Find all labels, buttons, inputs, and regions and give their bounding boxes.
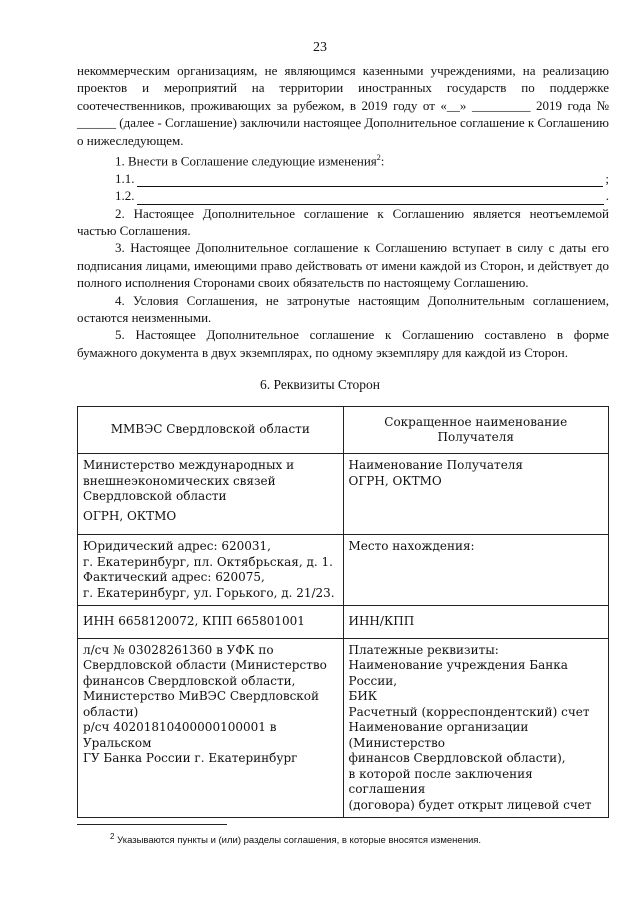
- document-body: [77, 62, 609, 361]
- header-left: ММВЭС Свердловской области: [78, 407, 344, 454]
- blank-line: [137, 191, 604, 205]
- row1-right: Наименование Получателя ОГРН, ОКТМО: [343, 454, 609, 535]
- table-row: [78, 454, 609, 535]
- row1-left: Министерство международных и внешнеэкономических связей Свердловской области ОГРН, ОКТМО: [78, 454, 344, 535]
- row2-right: Место нахождения:: [343, 535, 609, 606]
- section-title: 6. Реквизиты Сторон: [260, 377, 380, 392]
- page-number: 23: [313, 40, 327, 55]
- sub-item-1-1: 1.1. ;: [115, 170, 609, 186]
- header-right: Сокращенное наименование Получателя: [343, 407, 609, 454]
- row2-left: Юридический адрес: 620031, г. Екатеринбург, пл. Октябрьская, д. 1. Фактический адрес: 620075, г. Екатеринбург, ул. Горького, д. 21/23.: [78, 535, 344, 606]
- footnote: $^2$ Указываются пункты и (или) разделы соглашения, в которые вносятся изменения.: [110, 832, 482, 847]
- item-4: 4. Условия Соглашения, не затронутые настоящим Дополнительным соглашением, остаются неизменными.: [77, 292, 609, 326]
- table-header-row: [78, 407, 609, 454]
- row3-right: ИНН/КПП: [343, 606, 609, 639]
- item-1: 1. Внести в Соглашение следующие изменения$^2$:: [115, 153, 385, 169]
- table-row: [78, 638, 609, 818]
- row3-left: ИНН 6658120072, КПП 665801001: [78, 606, 344, 639]
- item-5: 5. Настоящее Дополнительное соглашение к Соглашению составлено в форме бумажного документа в двух экземплярах, по одному экземпляру для каждой из Сторон.: [77, 327, 609, 360]
- item-3: 3. Настоящее Дополнительное соглашение к Соглашению вступает в силу с даты его подписания лицами, имеющими право действовать от имени каждой из Сторон, и действует до полного исполнения Сторонами своих обязательств по настоящему Соглашению.: [77, 240, 609, 291]
- blank-line: [137, 173, 604, 187]
- row4-left: л/сч № 03028261360 в УФК по Свердловской области (Министерство финансов Свердловской области, Министерство МиВЭС Свердловской области) р/сч 40201810400000100001 в Уральском ГУ Банка России г. Екатеринбург: [78, 638, 344, 818]
- row4-right: Платежные реквизиты: Наименование учреждения Банка России, БИК Расчетный (корреспондентский) счет Наименование организации (Министерство финансов Свердловской области), в которой после заключения соглашения (договора) будет открыт лицевой счет: [343, 638, 609, 818]
- sub-item-1-2: 1.2. .: [115, 188, 609, 204]
- footnote-divider: [77, 824, 227, 825]
- item-2: 2. Настоящее Дополнительное соглашение к Соглашению является неотъемлемой частью Соглашения.: [77, 205, 609, 238]
- intro-paragraph: некоммерческим организациям, не являющимся казенными учреждениями, на реализацию проектов и мероприятий на территории иностранных государств по поддержке соотечественников, проживающих за рубежом, в 2019 году от «__» _________ 2019 года № ______ (далее - Соглашение) заключили настоящее Дополнительное соглашение к Соглашению о нижеследующем.: [77, 63, 609, 148]
- table-row: [78, 606, 609, 639]
- table-row: [78, 535, 609, 606]
- requisites-table: [77, 406, 609, 818]
